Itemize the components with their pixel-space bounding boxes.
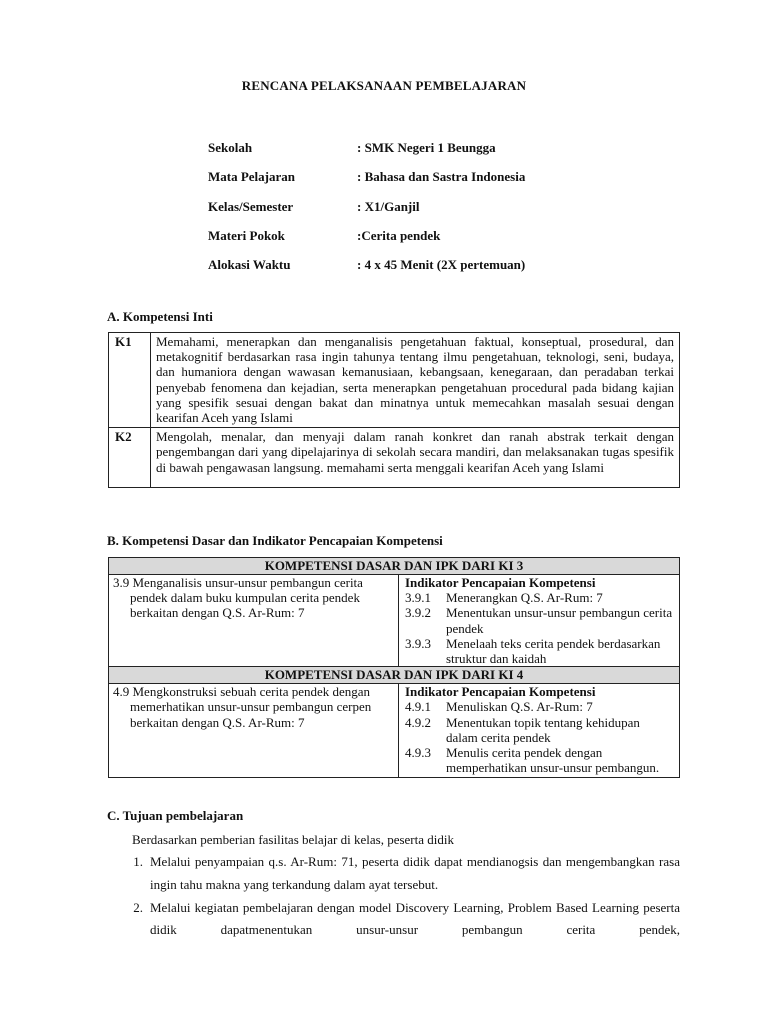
identity-label: Kelas/Semester bbox=[208, 198, 294, 214]
indicator-item bbox=[405, 745, 673, 777]
ki-code: K2 bbox=[109, 428, 151, 488]
table-row bbox=[109, 333, 680, 428]
table-row bbox=[109, 558, 680, 575]
identity-value: :Cerita pendek bbox=[357, 227, 441, 243]
section-c-intro: Berdasarkan pemberian fasilitas belajar di kelas, peserta didik bbox=[132, 832, 454, 847]
list-item bbox=[107, 851, 680, 897]
indicator-text: Menerangkan Q.S. Ar-Rum: 7 bbox=[446, 590, 603, 606]
kd-text: 4.9 Mengkonstruksi sebuah cerita pendek dengan memerhatikan unsur-unsur pembangun cerpen berkaitan dengan Q.S. Ar-Rum: 7 bbox=[113, 684, 372, 730]
list-item-number: 1. bbox=[133, 854, 143, 869]
indicator-number: 4.9.2 bbox=[405, 714, 431, 730]
table-row bbox=[109, 684, 680, 778]
kompetensi-dasar-table bbox=[108, 557, 680, 778]
indicator-item bbox=[405, 636, 673, 666]
indicator-number: 3.9.1 bbox=[405, 590, 431, 606]
document-title: RENCANA PELAKSANAAN PEMBELAJARAN bbox=[241, 78, 527, 93]
kd-cell bbox=[109, 684, 399, 778]
table-row bbox=[109, 575, 680, 667]
list-item-number: 2. bbox=[133, 899, 143, 915]
identity-label: Mata Pelajaran bbox=[208, 169, 296, 185]
identity-value: : 4 x 45 Menit (2X pertemuan) bbox=[357, 257, 526, 273]
table-row bbox=[109, 428, 680, 488]
identity-label: Sekolah bbox=[208, 140, 253, 155]
kompetensi-inti-table bbox=[108, 332, 680, 488]
kd-text: 3.9 Menganalisis unsur-unsur pembangun cerita pendek dalam buku kumpulan cerita pendek berkaitan dengan Q.S. Ar-Rum: 7 bbox=[113, 575, 363, 621]
indicator-cell bbox=[399, 575, 680, 667]
indicator-item bbox=[405, 590, 673, 605]
indicator-text: Menentukan unsur-unsur pembangun cerita pendek bbox=[446, 605, 673, 636]
section-c bbox=[107, 808, 680, 942]
indicator-title: Indikator Pencapaian Kompetensi bbox=[405, 684, 596, 700]
list-item-text: Melalui penyampaian q.s. Ar-Rum: 71, peserta didik dapat mendianogsis dan mengembangkan rasa ingin tahu makna yang terkandung dalam ayat tersebut. bbox=[150, 854, 680, 892]
identity-value: : Bahasa dan Sastra Indonesia bbox=[357, 169, 526, 185]
identity-value: : SMK Negeri 1 Beungga bbox=[357, 140, 496, 155]
identity-row-materi-pokok bbox=[208, 228, 525, 257]
indicator-cell bbox=[399, 684, 680, 778]
list-item bbox=[107, 897, 680, 943]
indicator-title: Indikator Pencapaian Kompetensi bbox=[405, 575, 596, 590]
list-item-text: Melalui kegiatan pembelajaran dengan model Discovery Learning, Problem Based Learning peserta didik dapatmenentukan unsur-unsur pembangun cerita pendek, bbox=[150, 899, 680, 938]
identity-row-sekolah bbox=[208, 140, 525, 169]
section-a-heading: A. Kompetensi Inti bbox=[107, 309, 213, 324]
indicator-number: 3.9.3 bbox=[405, 635, 431, 651]
ki4-header: KOMPETENSI DASAR DAN IPK DARI KI 4 bbox=[109, 667, 680, 684]
identity-value: : X1/Ganjil bbox=[357, 198, 420, 214]
identity-label: Materi Pokok bbox=[208, 227, 285, 243]
indicator-text: Menelaah teks cerita pendek berdasarkan struktur dan kaidah bbox=[446, 635, 661, 667]
ki-text: Memahami, menerapkan dan menganalisis pengetahuan faktual, konseptual, prosedural, dan metakognitif berdasarkan rasa ingin tahunya tentang ilmu pengetahuan, teknologi, seni, budaya, dan humaniora dengan wawasan kemanusiaan, kebangsaan, kenegaraan, dan peradaban terkai penyebab fenomena dan kejadian, serta menerapkan pengetahuan procedural pada bidang kajian yang spesifik sesuai dengan bakat dan minatnya untuk memecahkan masalah sesuai dengan kearifan Aceh yang Islami bbox=[151, 333, 680, 428]
section-c-heading: C. Tujuan pembelajaran bbox=[107, 808, 244, 823]
indicator-text: Menulis cerita pendek dengan memperhatikan unsur-unsur pembangun. bbox=[446, 745, 660, 776]
indicator-text: Menentukan topik tentang kehidupan dalam cerita pendek bbox=[446, 714, 640, 745]
indicator-item bbox=[405, 605, 673, 635]
ki3-header: KOMPETENSI DASAR DAN IPK DARI KI 3 bbox=[109, 558, 680, 575]
kd-cell bbox=[109, 575, 399, 667]
indicator-item bbox=[405, 715, 673, 745]
indicator-number: 4.9.3 bbox=[405, 745, 431, 761]
indicator-text: Menuliskan Q.S. Ar-Rum: 7 bbox=[446, 699, 593, 715]
identity-row-kelas-semester bbox=[208, 199, 525, 228]
indicator-item bbox=[405, 699, 673, 714]
identity-row-mata-pelajaran bbox=[208, 169, 525, 198]
table-row bbox=[109, 667, 680, 684]
identity-row-alokasi-waktu bbox=[208, 257, 525, 286]
identity-block bbox=[208, 140, 525, 286]
ki-code: K1 bbox=[109, 333, 151, 428]
section-b-heading: B. Kompetensi Dasar dan Indikator Pencapaian Kompetensi bbox=[107, 533, 443, 548]
indicator-number: 4.9.1 bbox=[405, 699, 431, 715]
identity-label: Alokasi Waktu bbox=[208, 257, 291, 273]
ki-text: Mengolah, menalar, dan menyaji dalam ranah konkret dan ranah abstrak terkait dengan pengembangan dari yang dipelajarinya di sekolah secara mandiri, dan melaksanakan tugas spesifik di bawah pengawasan langsung. memahami serta menggali kearifan Aceh yang Islami bbox=[151, 428, 680, 488]
indicator-number: 3.9.2 bbox=[405, 605, 431, 621]
